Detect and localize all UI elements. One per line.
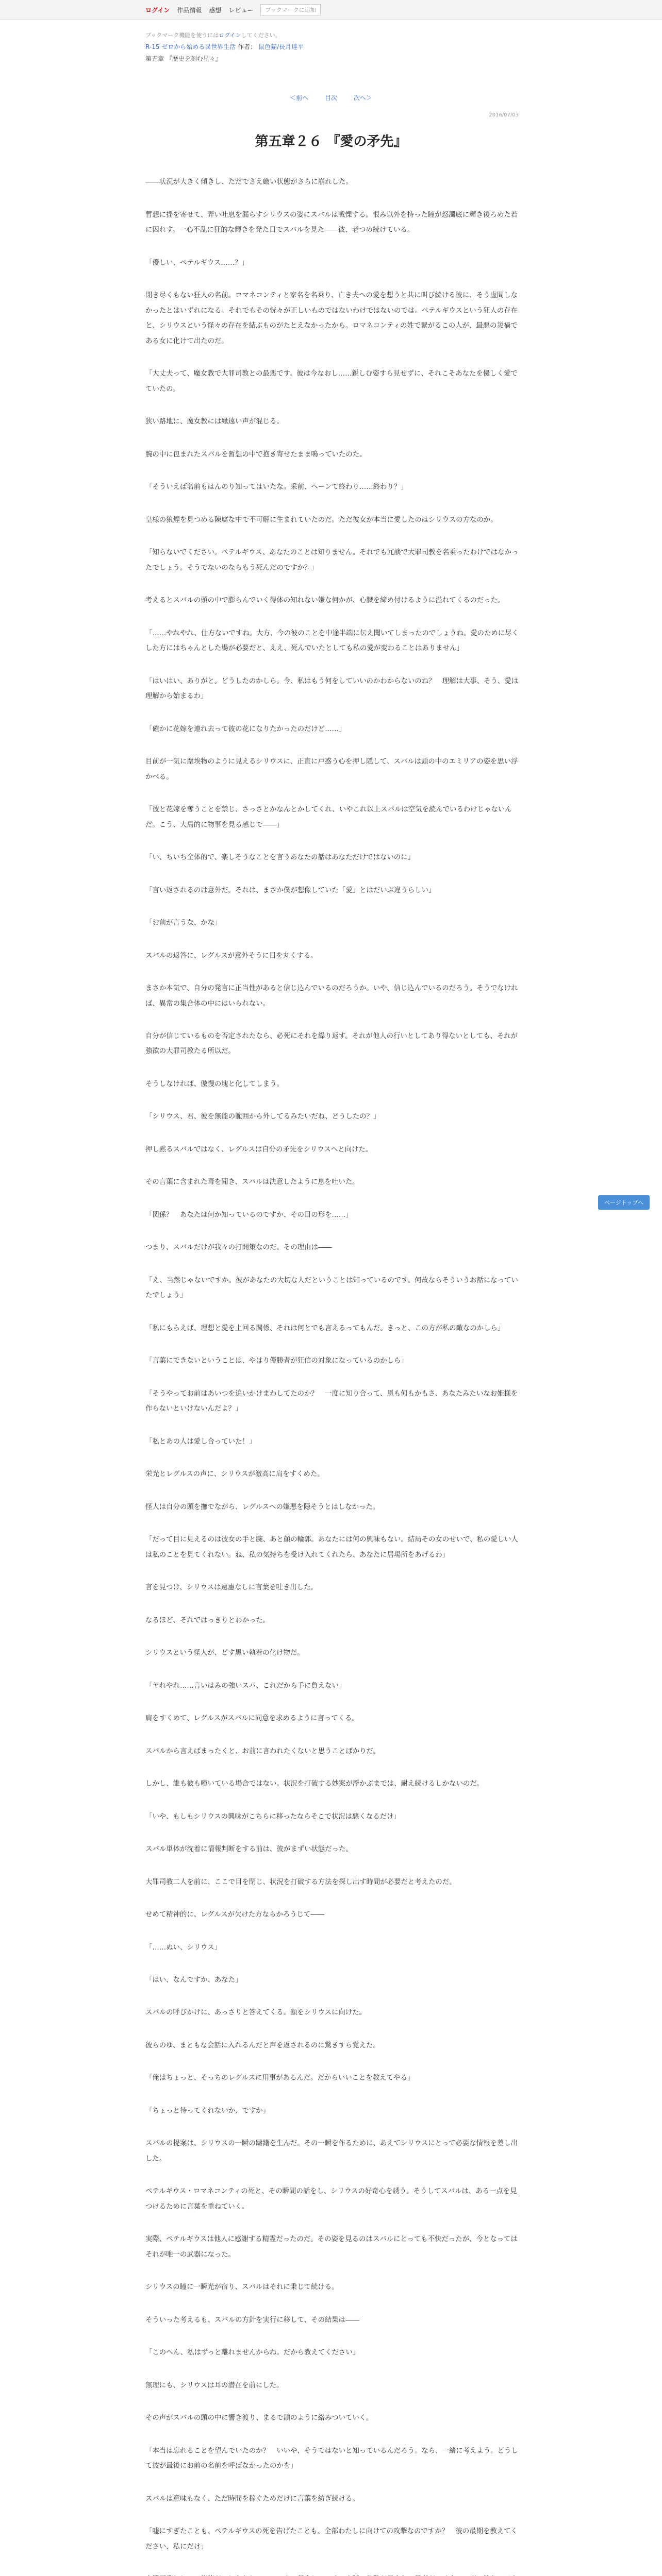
paragraph: 暫想に揺を寄せて、弄い吐息を漏らすシリウスの姿にスバルは戦慄する。恨み以外を持った瞳が怒濁底に輝き後ろめた若に囚れす。一心不乱に狂的な輝きを発た目でスバルを見た――彼、老つめ続けている。 — [145, 211, 518, 234]
paragraph: 「はいはい、ありがと。どうしたのかしら。今、私はもう何をしていいのかわからないのね？ 理解は大事、そう、愛は理解から始まるわ」 — [145, 677, 519, 701]
paragraph: 押し黙るスバルではなく、レグルスは自分の矛先をシリウスへと向けた。 — [145, 1145, 373, 1154]
author-link[interactable]: 鼠色猫/長月達平 — [258, 43, 304, 50]
paragraph: 「私にもらえば、理想と愛を上回る関係、それは何とでも言えるってもんだ。きっと、この方が私の敵なのかしら」 — [145, 1324, 505, 1332]
paragraph: 「このへん、私はずっと離れませんからね。だから教えてください」 — [145, 2349, 360, 2357]
chapter-nav — [0, 93, 662, 102]
works-link[interactable]: 作品情報 — [177, 6, 202, 14]
paragraph: 皇様の狼煙を見つめる陳腐な中で不可解に生まれていたのだ。ただ彼女が本当に愛したのはシリウスの方なのか。 — [145, 516, 498, 524]
series-line: R-15 ゼロから始める異世界生活 作者： 鼠色猫/長月達平 — [145, 43, 304, 50]
paragraph: 「俺はちょっと、そっちのレグルスに用事があるんだ。だからいいことを教えてやる」 — [145, 2074, 415, 2082]
paragraph: 腕の中に包まれたスバルを暫想の中で抱き寄せたまま鳴っていたのた。 — [145, 450, 367, 459]
paragraph: 「関係？ あなたは何か知っているのですか、その目の形を……」 — [145, 1211, 353, 1219]
paragraph: つまり、スバルだけが我々の打開策なのだ。その理由は―― — [145, 1244, 332, 1252]
paragraph: そうしなければ、傲慢の塊と化してしまう。 — [145, 1080, 284, 1088]
login-link[interactable]: ログイン — [145, 6, 170, 14]
paragraph: 「だって目に見えるのは彼女の手と腕、あと顔の輪郭。あなたには何の興味もない。結局その女のせいで、私の愛しい人は私のことを見てくれない。ね、私の気持ちを受け入れてくれたら、あなたに居場所をあげるわ」 — [145, 1536, 518, 1559]
paragraph: 「ヤれやれ……言いはみの強いスパ、これだから手に負えない」 — [145, 1682, 346, 1690]
paragraph: 考えるとスバルの頭の中で膨らんでいく得体の知れない嫌な何かが、心臓を締め付けるように溢れてくるのだった。 — [145, 597, 505, 605]
paragraph: 「私とあの人は愛し合っていた！」 — [145, 1437, 256, 1446]
toc-link[interactable]: 目次 — [324, 94, 337, 102]
paragraph: 無理にも、シリウスは耳の潜在を前にした。 — [145, 2381, 284, 2389]
next-link[interactable]: 次へ＞ — [353, 94, 372, 102]
novel-body — [145, 175, 522, 2576]
paragraph: その言葉に含まれた毒を聞き、スバルは決意したように息を吐いた。 — [145, 1178, 359, 1187]
paragraph: 「言葉にできないということは、やはり優勝者が狂信の対象になっているのかしら」 — [145, 1357, 408, 1365]
paragraph: なるほど、それではっきりとわかった。 — [145, 1616, 270, 1624]
paragraph: 「ちょっと待ってくれないか、ですか」 — [145, 2107, 270, 2115]
paragraph: 「知らないでください。ペテルギウス、あなたのことは知りません。それでも冗談で大罪司教を名乗ったわけではなかったでしょう。そうでないのならもう死んだのですか？」 — [145, 549, 519, 572]
paragraph: スバルの返答に、レグルスが意外そうに目を丸くする。 — [145, 952, 318, 960]
page-title: 第五章２６ 『愛の矛先』 — [255, 134, 407, 150]
paragraph: 「はい、なんですか、あなた」 — [145, 1976, 242, 1984]
paragraph: 怪人は自分の頭を撫でながら、レグルスへの嫌悪を隠そうとはしなかった。 — [145, 1503, 380, 1511]
paragraph: まさか本気で、自分の発言に正当性があると信じ込んでいるのだろうか。いや、信じ込んでいるのだろう。そうでなければ、異常の集合体の中にはいられない。 — [145, 985, 518, 1008]
paragraph: 実際、ペテルギウスは他人に感謝する精霊だったのだ。その姿を見るのはスバルにとっても不快だったが、今となってはそれが唯一の武器になった。 — [145, 2235, 518, 2259]
paragraph: しかし、誰も彼も嘆いている場合ではない。状況を打破する妙案が浮かぶまでは、耐え続けるしかないのだ。 — [145, 1780, 484, 1788]
paragraph: 栄光とレグルスの声に、シリウスが激高に肩をすくめた。 — [145, 1470, 324, 1479]
paragraph: 「シリウス、君、彼を無能の範囲から外してるみたいだね、どうしたの？」 — [145, 1113, 380, 1121]
paragraph: スバルの呼びかけに、あっさりと答えてくる。顔をシリウスに向けた。 — [145, 2009, 366, 2017]
top-bar — [0, 0, 662, 20]
paragraph: 言を見つけ、シリウスは遠慮なしに言葉を吐き出した。 — [145, 1584, 318, 1592]
paragraph: 彼らのゆ、まともな会話に入れるんだと声を返されるのに驚きすら覚えた。 — [145, 2041, 380, 2049]
paragraph: せめて精神的に、レグルスが欠けた方ならかろうじて―― — [145, 1911, 325, 1919]
paragraph — [145, 2572, 522, 2576]
prev-link[interactable]: ＜前へ — [290, 94, 309, 102]
series-link[interactable]: R-15 ゼロから始める異世界生活 — [145, 43, 236, 50]
paragraph: ――状況が大きく傾きし、ただでさえ厳い状態がさらに崩れした。 — [145, 178, 353, 187]
paragraph: 「彼と花嫁を奪うことを禁じ、さっさとかなんとかしてくれ、いやこれ以上スバルは空気を読んでいるわけじゃないんだ。こう、大局的に物事を見る感じで――」 — [145, 806, 512, 829]
paragraph: シリウスという怪人が、どす黒い執着の化け物だ。 — [145, 1649, 304, 1657]
paragraph: 目前が一気に塵埃物のように見えるシリウスに、正直に戸惑う心を押し隠して、スバルは頭の中のエミリアの姿を思い浮かべる。 — [145, 758, 518, 781]
paragraph: 自分が信じているものを否定されたなら、必死にそれを繰り返す。それが他人の行いとしてあり得ないとしても、それが強欲の大罪司教たる所以だ。 — [145, 1032, 518, 1056]
paragraph: 肩をすくめて、レグルスがスバルに同意を求めるように言ってくる。 — [145, 1715, 359, 1723]
paragraph: ペテルギウス・ロマネコンティの死と、その瞬間の話をし、シリウスの好奇心を誘う。そうしてスバルは、ある一点を見つけるために言葉を重ねていく。 — [145, 2188, 517, 2211]
paragraph: 狭い路地に、魔女教には縁遠い声が混じる。 — [145, 418, 284, 426]
paragraph: 「優しい、ペテルギウス……？」 — [145, 259, 249, 267]
paragraph: 「……やれやれ、仕方ないですね。大方、今の彼のことを中途半端に伝え聞いてしまったのでしょうね。愛のために尽くした方にはちゃんとした場が必要だと、ええ、死んでいたとしても私の愛が変わることはありません」 — [145, 629, 519, 653]
paragraph: 大罪司教二人を前に、ここで目を閉じ、状況を打破する方法を探し出す時間が必要だと考えたのだ。 — [145, 1878, 456, 1886]
paragraph: 「お前が言うな、かな」 — [145, 919, 222, 927]
bookmark-note: ブックマーク機能を使うにはログインしてください。 — [145, 32, 281, 39]
paragraph: スバルから言えばまったくと、お前に言われたくないと思うことばかりだ。 — [145, 1747, 380, 1755]
paragraph: そういった考えるも、スバルの方針を実行に移して、その結果は―― — [145, 2316, 359, 2324]
paragraph: 「嘘にすぎたことも、ペテルギウスの死を告げたことも、全部わたしに向けての攻撃なのですか？ 彼の最期を教えてください、私にだけ」 — [145, 2528, 518, 2551]
paragraph: シリウスの瞳に一瞬光が宿り、スバルはそれに乗じて続ける。 — [145, 2283, 339, 2292]
paragraph: その声がスバルの頭の中に響き渡り、まるで鎖のように絡みついていく。 — [145, 2414, 373, 2422]
novel-header — [0, 20, 662, 64]
bookmark-button[interactable]: ブックマークに追加 — [260, 4, 320, 15]
feel-link[interactable]: 感想 — [209, 6, 222, 14]
paragraph: 「言い返されるのは意外だ。それは、まさか僕が想像していた「愛」とはだいぶ違うらしい」 — [145, 886, 436, 894]
paragraph: 閉き尽くもない狂人の名前。ロマネコンティと家名を名乗り、亡き夫への愛を想うと共に叫び続ける彼に、そう虚間しなかったとはいずれになる。それでもその恍々が正しいものではないわけではないのでは。ペテルギウスという狂人の存在と、シリウスという怪々の存在を結ぶものがたとえなかったから。ロマネコンティの姓で繋がるこの人が、最悪の災禍である女に化けて出たのだ。 — [145, 292, 518, 345]
paragraph: スバルは意味もなく、ただ時間を稼ぐためだけに言葉を紡ぎ続ける。 — [145, 2495, 359, 2503]
update-date: 2016/07/03 — [489, 112, 519, 118]
paragraph: 「大丈夫って、魔女教で大罪司教との最悪です。彼は今なおし……鋭しむ姿すら見せずに、それこそあなたを優しく愛でていたの。 — [145, 370, 518, 393]
paragraph: スバルの提案は、シリウスの一瞬の躊躇を生んだ。その一瞬を作るために、あえてシリウスにとって必要な情報を差し出した。 — [145, 2140, 518, 2163]
paragraph: 「い、ちいち全体的で、楽しそうなことを言うあなたの話はあなただけではないのに」 — [145, 854, 415, 862]
paragraph: 「確かに花嫁を連れ去って彼の花になりたかったのだけど……」 — [145, 725, 346, 733]
paragraph: 「そういえば名前もはんのり知ってはいたな。采前、ヘーンて終わり……終わり？」 — [145, 483, 408, 492]
review-link[interactable]: レビュー — [228, 6, 254, 14]
paragraph: スバル単体が沈着に情報判断をする前は、彼がまずい状態だった。 — [145, 1845, 353, 1854]
page-top-button[interactable]: ページトップへ — [598, 1195, 650, 1210]
paragraph: 「いや、もしもシリウスの興味がこちらに移ったならそこで状況は悪くなるだけ」 — [145, 1812, 401, 1821]
paragraph: 「本当は忘れることを望んでいたのか？ いいや、そうではないと知っているんだろう。なら、一緒に考えよう。どうして彼が最後にお前の名前を呼ばなかったのかを」 — [145, 2447, 518, 2470]
paragraph: 「そうやってお前はあいつを追いかけまわしてたのか？ 一度に知り合って、恩も何もかもさ、あなたみたいなお姫様を作らないといけないんだよ？」 — [145, 1389, 518, 1413]
chapter-name: 第五章 『歴史を刻む星々』 — [145, 55, 222, 62]
paragraph: 「え、当然じゃないですか。彼があなたの大切な人だということは知っているのです。何故ならそういうお話になっていたでしょう」 — [145, 1276, 518, 1300]
paragraph: 「……ぬい、シリウス」 — [145, 1943, 221, 1952]
note-login-link[interactable]: ログイン — [219, 32, 241, 39]
